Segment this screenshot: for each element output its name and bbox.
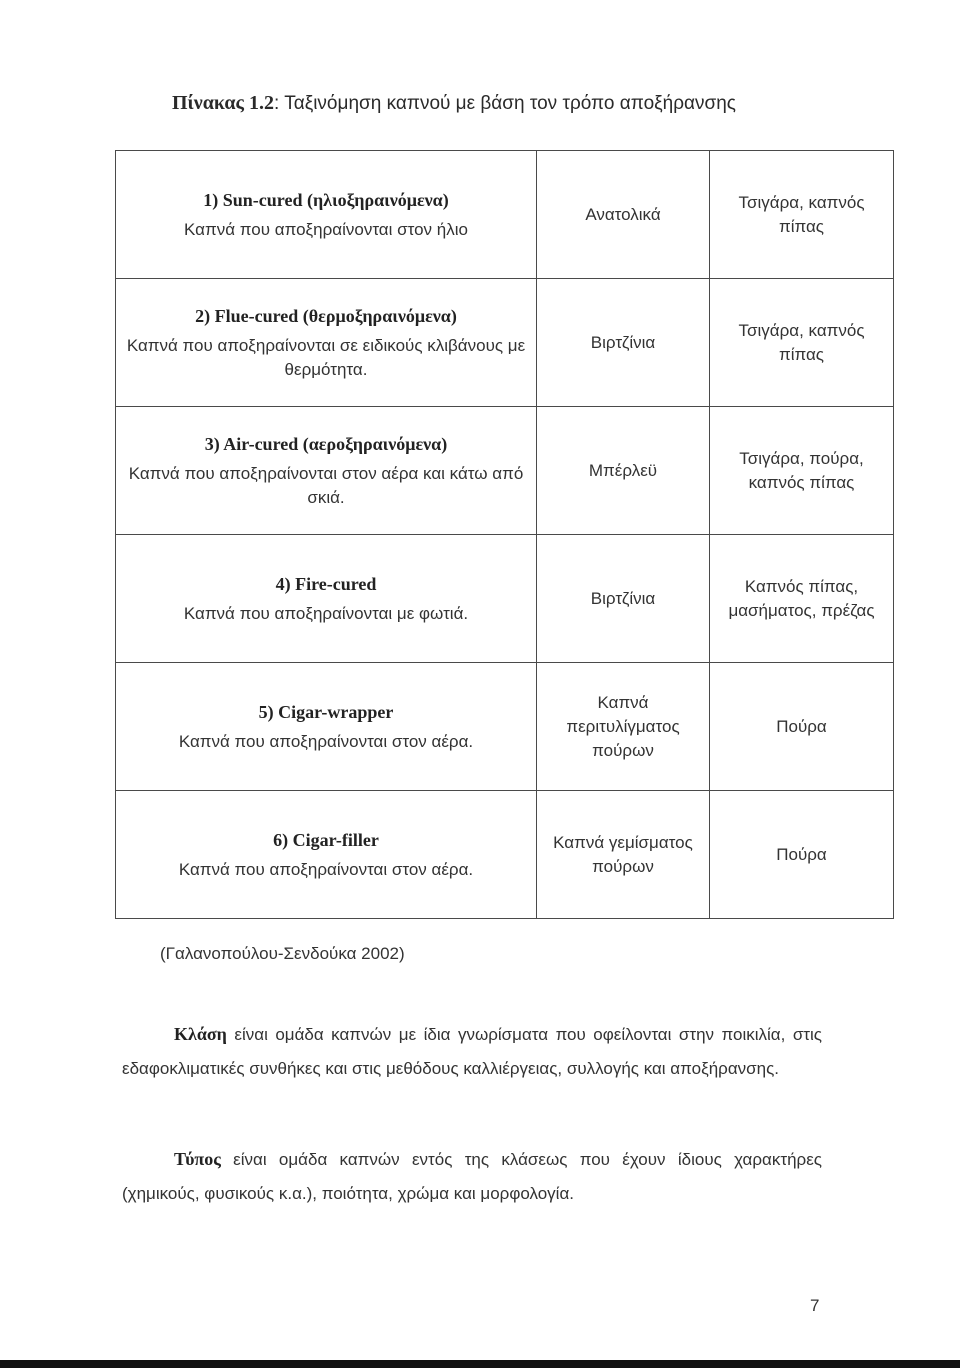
- table-row: [116, 407, 894, 535]
- origin-cell: Καπνά γεμίσματος πούρων: [537, 791, 710, 919]
- definition-text: είναι ομάδα καπνών εντός της κλάσεως που έχουν ίδιους χαρακτήρες (χημικούς, φυσικούς κ.α.), ποιότητα, χρώμα και μορφολογία.: [122, 1150, 822, 1203]
- category-description: Καπνά που αποξηραίνονται στον αέρα.: [178, 731, 474, 751]
- origin-cell: Καπνά περιτυλίγματος πούρων: [537, 663, 710, 791]
- defined-term: Τύπος: [174, 1149, 221, 1169]
- definition-paragraph-class: [122, 1017, 822, 1086]
- category-title: 2) Flue-cured (θερμοξηραινόμενα): [195, 305, 457, 326]
- use-cell: Πούρα: [710, 663, 894, 791]
- origin-cell: Μπέρλεϋ: [537, 407, 710, 535]
- category-title: 5) Cigar-wrapper: [258, 701, 394, 722]
- category-description: Καπνά που αποξηραίνονται σε ειδικούς κλιβάνους με θερμότητα.: [126, 335, 526, 379]
- category-title: 4) Fire-cured: [275, 573, 377, 594]
- table-caption: [172, 92, 736, 115]
- table-row: [116, 279, 894, 407]
- category-cell: [116, 407, 537, 535]
- page-number: 7: [810, 1296, 820, 1315]
- category-cell: [116, 791, 537, 919]
- category-title: 1) Sun-cured (ηλιοξηραινόμενα): [203, 189, 449, 210]
- category-cell: [116, 279, 537, 407]
- origin-cell: Ανατολικά: [537, 151, 710, 279]
- use-cell: Πούρα: [710, 791, 894, 919]
- caption-label: Πίνακας 1.2: [172, 92, 274, 114]
- category-title: 3) Air-cured (αεροξηραινόμενα): [204, 433, 448, 454]
- table-row: [116, 663, 894, 791]
- use-cell: Καπνός πίπας, μασήματος, πρέζας: [710, 535, 894, 663]
- use-cell: Τσιγάρα, καπνός πίπας: [710, 279, 894, 407]
- use-cell: Τσιγάρα, πούρα, καπνός πίπας: [710, 407, 894, 535]
- table-row: [116, 791, 894, 919]
- use-cell: Τσιγάρα, καπνός πίπας: [710, 151, 894, 279]
- source-citation: (Γαλανοπούλου-Σενδούκα 2002): [160, 944, 405, 963]
- category-title: 6) Cigar-filler: [273, 829, 379, 850]
- defined-term: Κλάση: [174, 1024, 227, 1044]
- table-row: [116, 535, 894, 663]
- curing-classification-table: [115, 150, 894, 919]
- definition-paragraph-type: [122, 1142, 822, 1211]
- category-cell: [116, 151, 537, 279]
- category-description: Καπνά που αποξηραίνονται με φωτιά.: [183, 603, 469, 623]
- category-description: Καπνά που αποξηραίνονται στον αέρα.: [178, 859, 474, 879]
- category-description: Καπνά που αποξηραίνονται στον αέρα και κάτω από σκιά.: [128, 463, 524, 507]
- definition-text: είναι ομάδα καπνών με ίδια γνωρίσματα που οφείλονται στην ποικιλία, στις εδαφοκλιματικές συνθήκες και στις μεθόδους καλλιέργειας, συλλογής και αποξήρανσης.: [122, 1025, 822, 1078]
- category-cell: [116, 535, 537, 663]
- origin-cell: Βιρτζίνια: [537, 535, 710, 663]
- scan-bottom-edge: [0, 1360, 960, 1368]
- category-description: Καπνά που αποξηραίνονται στον ήλιο: [184, 219, 468, 239]
- category-cell: [116, 663, 537, 791]
- origin-cell: Βιρτζίνια: [537, 279, 710, 407]
- caption-text: : Ταξινόμηση καπνού με βάση τον τρόπο αποξήρανσης: [273, 93, 736, 114]
- table-row: [116, 151, 894, 279]
